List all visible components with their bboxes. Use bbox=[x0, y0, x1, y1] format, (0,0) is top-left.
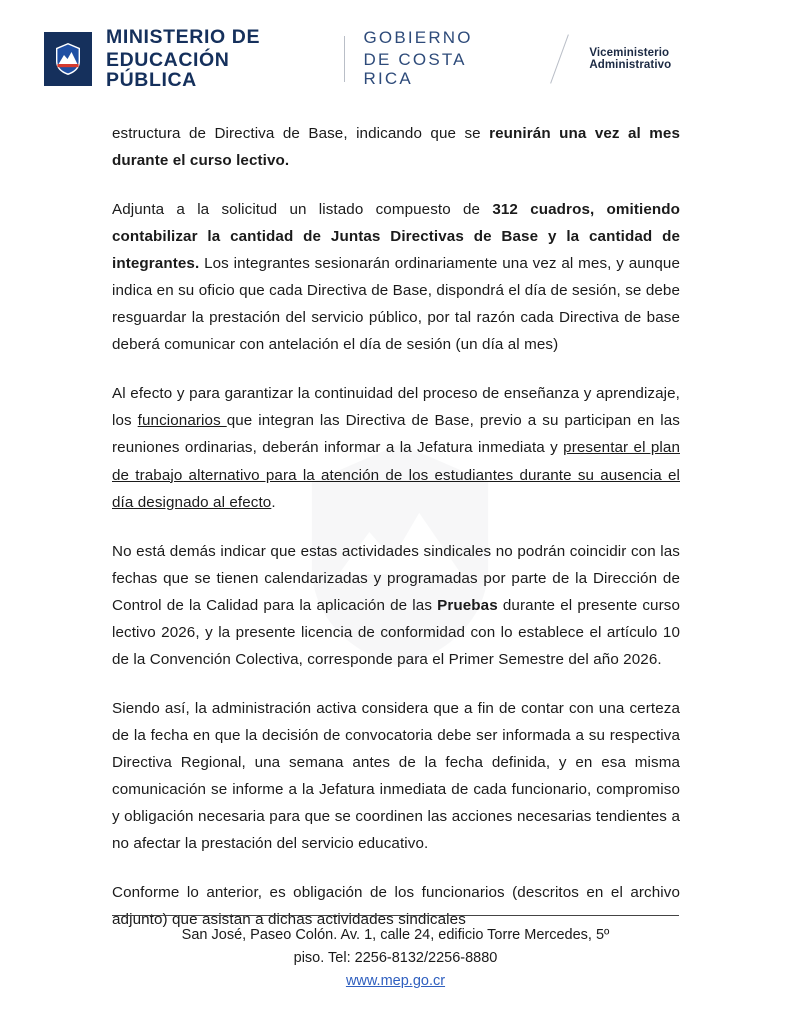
footer-address-line-2: piso. Tel: 2256-8132/2256-8880 bbox=[293, 949, 498, 966]
text-run: Conforme lo anterior, es obligación de los funcionarios (descritos en el archivo adjunto) que asistan a dichas actividades sindicales bbox=[112, 884, 680, 929]
government-line-1: GOBIERNO bbox=[363, 28, 473, 48]
paragraph-3 bbox=[112, 380, 680, 515]
text-run: Los integrantes sesionarán ordinariamente una vez al mes, y aunque indica en su oficio que cada Directiva de Base, dispondrá el día de sesión, se debe resguardar la prestación del servicio público, por tal razón cada Directiva de base deberá comunicar con antelación el día de sesión (un día al mes) bbox=[112, 255, 680, 354]
document-header bbox=[40, 28, 751, 90]
ministry-name bbox=[106, 27, 322, 90]
header-slash-divider bbox=[537, 33, 583, 85]
text-run: reunirán una vez al mes durante el curso lectivo. bbox=[112, 125, 680, 170]
text-run: presentar el plan de trabajo alternativo para la atención de los estudiantes durante su ausencia el día designado al efecto bbox=[112, 439, 680, 511]
header-divider bbox=[344, 36, 345, 82]
footer-divider bbox=[112, 915, 679, 916]
document-body bbox=[112, 120, 680, 933]
text-run: que integran las Directiva de Base, previo a su participan en las reuniones ordinarias, deberán informar a la Jefatura inmediata y bbox=[112, 412, 680, 457]
paragraph-5 bbox=[112, 695, 680, 857]
government-line-2: DE COSTA RICA bbox=[363, 50, 466, 88]
paragraph-2 bbox=[112, 196, 680, 358]
footer-address-line-1: San José, Paseo Colón. Av. 1, calle 24, edificio Torre Mercedes, 5º bbox=[181, 927, 610, 944]
text-run: Adjunta a la solicitud un listado compuesto de bbox=[112, 201, 493, 219]
text-run: 312 cuadros, omitiendo contabilizar la cantidad de Juntas Directivas de Base y la cantidad de integrantes. bbox=[112, 201, 680, 273]
footer-website-link[interactable]: www.mep.go.cr bbox=[345, 973, 446, 989]
ministry-line-1: MINISTERIO DE bbox=[106, 26, 261, 49]
costa-rica-shield-icon bbox=[44, 32, 92, 86]
text-run: durante el presente curso lectivo 2026, y la presente licencia de conformidad con lo establece el artículo 10 de la Convención Colectiva, corresponde para el Primer Semestre del año 2026. bbox=[112, 596, 680, 668]
document-footer bbox=[112, 915, 679, 990]
text-run: Pruebas bbox=[437, 596, 498, 614]
government-name bbox=[363, 29, 519, 88]
text-run: Siendo así, la administración activa considera que a fin de contar con una certeza de la fecha en que la decisión de convocatoria debe ser informada a su respectiva Directiva Regional, una semana antes de la fecha definida, y en esa misma comunicación se informe a la Jefatura inmediata de cada funcionario, compromiso y obligación necesaria para que se coordinen las acciones necesarias tendientes a no afectar la prestación del servicio educativo. bbox=[112, 699, 680, 853]
paragraph-4 bbox=[112, 538, 680, 673]
text-run: . bbox=[271, 493, 276, 511]
text-run: funcionarios bbox=[137, 412, 227, 430]
text-run: Al efecto y para garantizar la continuidad del proceso de enseñanza y aprendizaje, los bbox=[112, 385, 680, 430]
text-run: estructura de Directiva de Base, indicando que se bbox=[112, 125, 490, 142]
text-run: No está demás indicar que estas actividades sindicales no podrán coincidir con las fechas que se tienen calendarizadas y programadas por parte de la Dirección de Control de la Calidad para la aplicación de las bbox=[112, 542, 680, 614]
paragraph-1 bbox=[112, 120, 680, 174]
ministry-line-2: EDUCACIÓN PÚBLICA bbox=[106, 48, 230, 92]
vice-ministry-label: Viceministerio Administrativo bbox=[589, 47, 672, 71]
